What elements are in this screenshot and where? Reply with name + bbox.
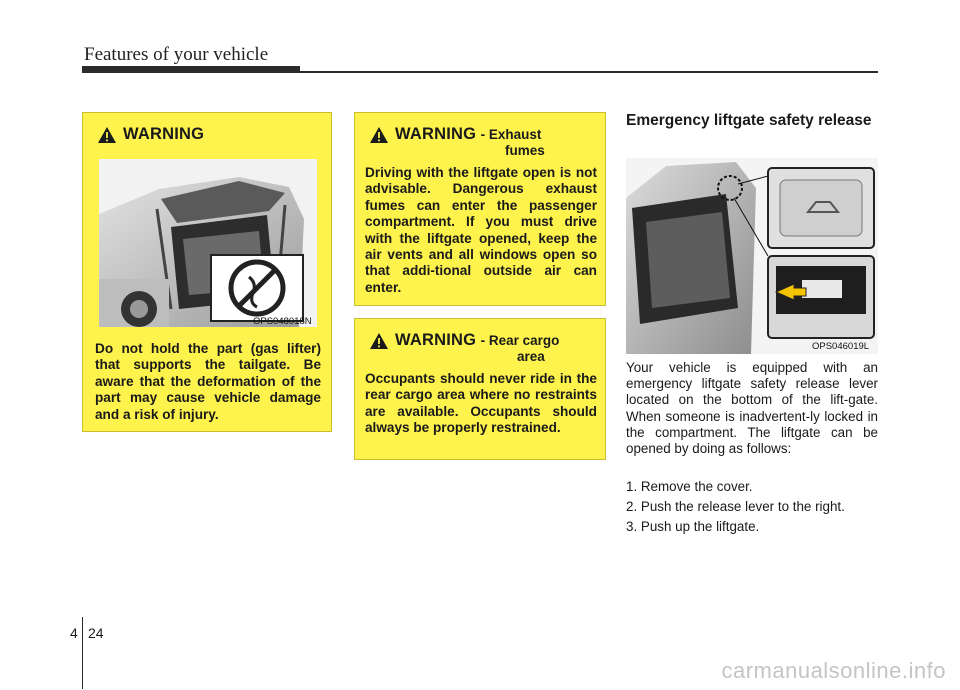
warning-subtitle-cont: fumes bbox=[505, 143, 545, 158]
image-code: OPS048018N bbox=[253, 316, 312, 327]
warning-triangle-icon bbox=[369, 126, 389, 144]
step-item: 2. Push the release lever to the right. bbox=[626, 499, 845, 514]
warning-title: WARNING bbox=[395, 331, 477, 349]
warning-subtitle: - Rear cargo bbox=[480, 333, 560, 348]
page-number: 24 bbox=[88, 625, 104, 641]
warning-gas-lifter bbox=[82, 112, 332, 432]
page-header-title: Features of your vehicle bbox=[84, 44, 269, 65]
warning-body: Occupants should never ride in the rear cargo area where no restraints are available. Occupants should always be properly restrained. bbox=[365, 371, 597, 436]
warning-title: WARNING bbox=[395, 125, 477, 143]
header-rule bbox=[300, 71, 878, 73]
step-item: 1. Remove the cover. bbox=[626, 479, 753, 494]
chapter-number: 4 bbox=[70, 625, 78, 641]
intro-paragraph: Your vehicle is equipped with an emergency liftgate safety release lever located on the bottom of the lift-gate. When someone is inadvertent-ly locked in the compartment. The liftgate can be opened by doing as follows: bbox=[626, 360, 878, 457]
warning-subtitle-cont: area bbox=[517, 349, 545, 364]
warning-rear-cargo bbox=[354, 318, 606, 460]
header-bar bbox=[82, 66, 300, 73]
section-title: Emergency liftgate safety release bbox=[626, 112, 872, 129]
liftgate-release-illustration bbox=[626, 158, 878, 354]
warning-exhaust-fumes bbox=[354, 112, 606, 306]
warning-body: Do not hold the part (gas lifter) that supports the tailgate. Be aware that the deformation of the part may cause vehicle damage and a risk of injury. bbox=[95, 341, 321, 422]
step-item: 3. Push up the liftgate. bbox=[626, 519, 760, 534]
warning-triangle-icon bbox=[369, 332, 389, 350]
warning-subtitle: - Exhaust bbox=[480, 127, 542, 142]
watermark: carmanualsonline.info bbox=[721, 658, 946, 683]
warning-body: Driving with the liftgate open is not advisable. Dangerous exhaust fumes can enter the passenger compartment. If you must drive with the liftgate opened, keep the air vents and all windows open so that addi-tional outside air can enter. bbox=[365, 165, 597, 295]
gas-lifter-illustration bbox=[99, 159, 317, 327]
image-code: OPS046019L bbox=[812, 341, 870, 352]
footer-divider bbox=[82, 617, 83, 689]
warning-triangle-icon bbox=[97, 126, 117, 144]
warning-title: WARNING bbox=[123, 125, 205, 143]
